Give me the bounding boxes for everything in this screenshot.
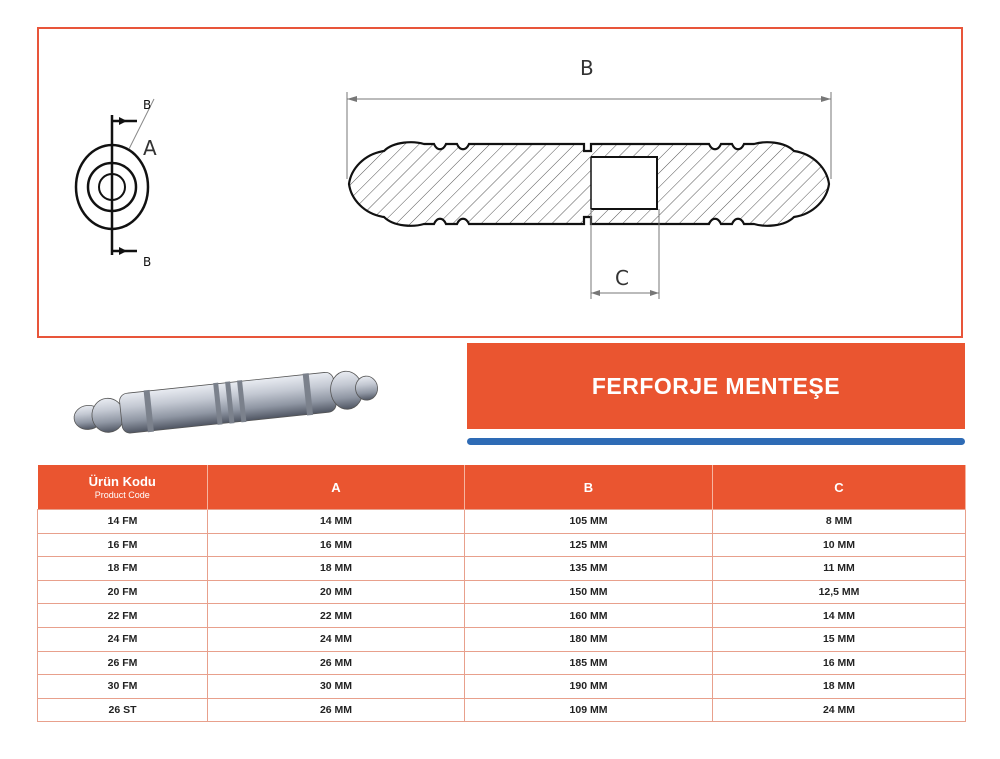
cell-b: 125 MM — [465, 533, 713, 557]
cell-code: 18 FM — [38, 557, 208, 581]
cell-b: 160 MM — [465, 604, 713, 628]
cell-code: 26 FM — [38, 651, 208, 675]
cell-c: 14 MM — [713, 604, 966, 628]
cell-c: 8 MM — [713, 510, 966, 534]
header-a: A — [208, 465, 465, 510]
cell-b: 180 MM — [465, 627, 713, 651]
cell-c: 12,5 MM — [713, 580, 966, 604]
cell-b: 190 MM — [465, 675, 713, 699]
label-b-bottom: B — [143, 255, 152, 269]
cell-c: 15 MM — [713, 627, 966, 651]
product-title: FERFORJE MENTEŞE — [591, 372, 841, 399]
label-b-length: B — [580, 56, 594, 80]
label-b-top: B — [143, 98, 152, 112]
title-banner — [467, 343, 965, 429]
table-row — [38, 675, 966, 699]
cell-c: 11 MM — [713, 557, 966, 581]
hinge-pin-illustration — [65, 355, 385, 445]
table-row — [38, 627, 966, 651]
cell-code: 14 FM — [38, 510, 208, 534]
table-header-row — [38, 465, 966, 510]
header-c: C — [713, 465, 966, 510]
cell-a: 18 MM — [208, 557, 465, 581]
cell-c: 24 MM — [713, 698, 966, 722]
drawing-canvas — [39, 29, 965, 340]
cell-b: 185 MM — [465, 651, 713, 675]
table-row — [38, 604, 966, 628]
cell-b: 150 MM — [465, 580, 713, 604]
cell-code: 30 FM — [38, 675, 208, 699]
cell-a: 22 MM — [208, 604, 465, 628]
table-row — [38, 698, 966, 722]
header-sub: Product Code — [94, 490, 150, 500]
product-image — [65, 355, 385, 445]
cell-code: 22 FM — [38, 604, 208, 628]
header-b: B — [465, 465, 713, 510]
cell-code: 26 ST — [38, 698, 208, 722]
spec-table — [37, 465, 966, 722]
header-main: Ürün Kodu — [88, 474, 156, 489]
label-a: A — [143, 136, 157, 160]
side-view — [347, 56, 831, 299]
table-row — [38, 580, 966, 604]
table-row — [38, 651, 966, 675]
blue-divider — [467, 438, 965, 445]
cell-a: 26 MM — [208, 651, 465, 675]
cell-c: 10 MM — [713, 533, 966, 557]
cell-a: 30 MM — [208, 675, 465, 699]
cell-a: 16 MM — [208, 533, 465, 557]
technical-drawing — [37, 27, 963, 338]
cell-c: 16 MM — [713, 651, 966, 675]
cell-code: 16 FM — [38, 533, 208, 557]
cell-b: 109 MM — [465, 698, 713, 722]
cell-a: 20 MM — [208, 580, 465, 604]
cell-a: 24 MM — [208, 627, 465, 651]
cell-c: 18 MM — [713, 675, 966, 699]
table-row — [38, 533, 966, 557]
cell-code: 24 FM — [38, 627, 208, 651]
label-c: C — [615, 266, 629, 290]
end-view — [76, 98, 157, 269]
table-row — [38, 510, 966, 534]
header-product-code — [38, 465, 208, 510]
cell-a: 14 MM — [208, 510, 465, 534]
cell-b: 135 MM — [465, 557, 713, 581]
cell-b: 105 MM — [465, 510, 713, 534]
cell-code: 20 FM — [38, 580, 208, 604]
cell-a: 26 MM — [208, 698, 465, 722]
table-row — [38, 557, 966, 581]
